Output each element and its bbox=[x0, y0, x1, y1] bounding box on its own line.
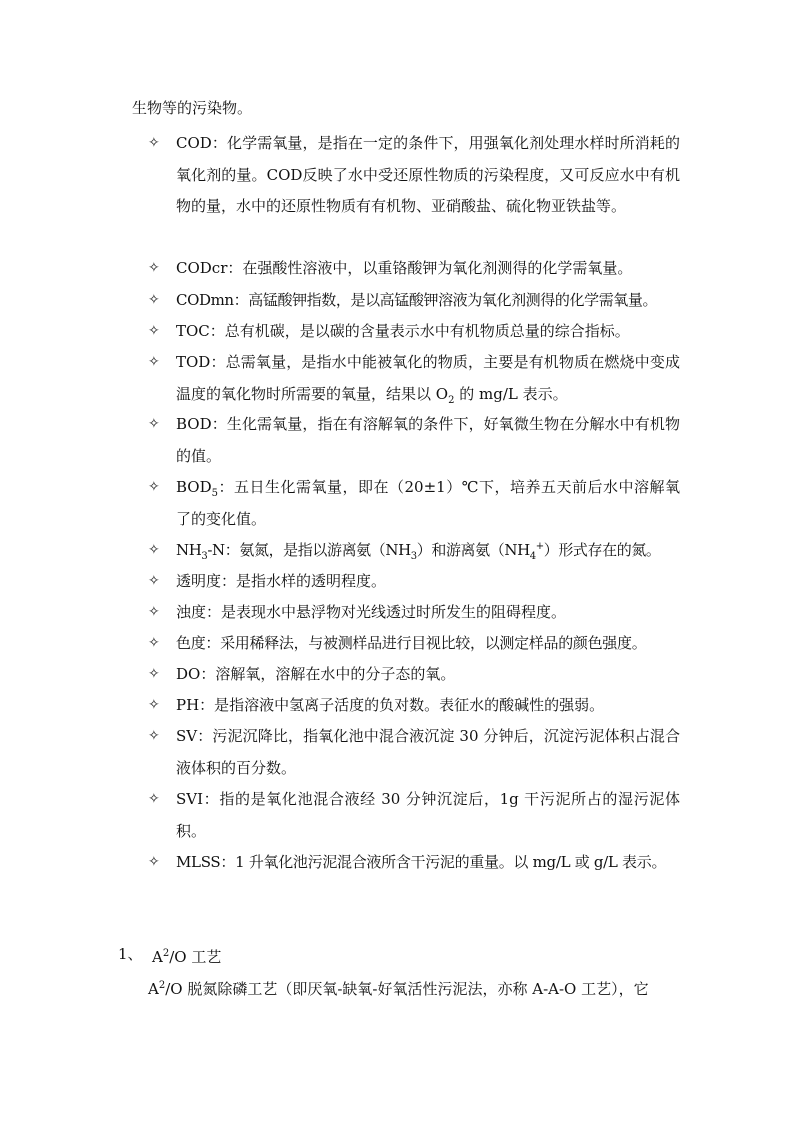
section-title: $A^2/O$ 工艺 bbox=[152, 948, 222, 966]
definition-text: MLSS：1 升氧化池污泥混合液所含干污泥的重量。以 mg/L 或 g/L 表示。 bbox=[176, 853, 667, 871]
definition-text: TOD：总需氧量，是指水中能被氧化的物质，主要是有机物质在燃烧中变成温度的氧化物时所需要的氧量，结果以 $O_2$ 的 mg/L 表示。 bbox=[176, 353, 680, 406]
definition-text: TOC：总有机碳，是以碳的含量表示水中有机物质总量的综合指标。 bbox=[176, 322, 630, 340]
list-item-nh3n bbox=[148, 535, 680, 567]
list-item-bod5 bbox=[148, 472, 680, 535]
list-item-transparency bbox=[148, 566, 680, 598]
list-item-do bbox=[148, 659, 680, 691]
bullet-icon: ✧ bbox=[148, 542, 160, 558]
definition-text: BOD：生化需氧量，指在有溶解氧的条件下，好氧微生物在分解水中有机物的值。 bbox=[176, 415, 680, 465]
list-item-svi bbox=[148, 784, 680, 847]
bullet-icon: ✧ bbox=[148, 728, 160, 744]
definition-text: COD：化学需氧量，是指在一定的条件下，用强氧化剂处理水样时所消耗的氧化剂的量。COD反映了水中受还原性物质的污染程度，又可反应水中有机物的量，水中的还原性物质有有机物、亚硝酸盐、硫化物亚铁盐等。 bbox=[176, 134, 680, 215]
intro-line: 生物等的污染物。 bbox=[132, 99, 253, 117]
list-item-turbidity bbox=[148, 597, 680, 629]
list-item-mlss bbox=[148, 847, 680, 879]
bullet-icon: ✧ bbox=[148, 323, 160, 339]
list-item-chroma bbox=[148, 628, 680, 660]
list-item-codcr bbox=[148, 253, 680, 285]
definition-text: $NH_3-N$：氨氮，是指以游离氨$(NH_3)$和游离氨$(NH_4^+)$形式存在的氮。 bbox=[176, 541, 661, 562]
list-item-toc bbox=[148, 316, 680, 348]
definition-text: CODmn：高锰酸钾指数，是以高锰酸钾溶液为氧化剂测得的化学需氧量。 bbox=[176, 291, 658, 309]
definition-text: 色度：采用稀释法，与被测样品进行目视比较，以测定样品的颜色强度。 bbox=[176, 634, 647, 652]
bullet-icon: ✧ bbox=[148, 479, 160, 495]
bullet-icon: ✧ bbox=[148, 854, 160, 870]
list-item-sv bbox=[148, 721, 680, 784]
section-number: 1、 bbox=[118, 945, 143, 963]
bullet-icon: ✧ bbox=[148, 791, 160, 807]
definition-text: PH：是指溶液中氢离子活度的负对数。表征水的酸碱性的强弱。 bbox=[176, 696, 605, 714]
bullet-icon: ✧ bbox=[148, 354, 160, 370]
list-item-tod bbox=[148, 347, 680, 410]
bullet-icon: ✧ bbox=[148, 666, 160, 682]
bullet-icon: ✧ bbox=[148, 635, 160, 651]
bullet-icon: ✧ bbox=[148, 573, 160, 589]
bullet-icon: ✧ bbox=[148, 697, 160, 713]
section-body-text: $A^2/O$ 脱氮除磷工艺（即厌氧-缺氧-好氧活性污泥法，亦称 A-A-O 工艺），它 bbox=[148, 980, 649, 998]
bullet-icon: ✧ bbox=[148, 604, 160, 620]
list-item-bod bbox=[148, 409, 680, 472]
bullet-icon: ✧ bbox=[148, 135, 160, 151]
definition-text: SV：污泥沉降比，指氧化池中混合液沉淀 30 分钟后，沉淀污泥体积占混合液体积的百分数。 bbox=[176, 727, 680, 777]
list-item-ph bbox=[148, 690, 680, 722]
definition-text: 浊度：是表现水中悬浮物对光线透过时所发生的阻碍程度。 bbox=[176, 603, 567, 621]
bullet-icon: ✧ bbox=[148, 260, 160, 276]
definition-text: 透明度：是指水样的透明程度。 bbox=[176, 572, 387, 590]
definition-text: CODcr：在强酸性溶液中，以重铬酸钾为氧化剂测得的化学需氧量。 bbox=[176, 259, 633, 277]
list-item-codmn bbox=[148, 285, 680, 317]
bullet-icon: ✧ bbox=[148, 416, 160, 432]
definition-text: SVI：指的是氧化池混合液经 30 分钟沉淀后，1g 干污泥所占的湿污泥体积。 bbox=[176, 790, 680, 840]
definition-text: $BOD_5$：五日生化需氧量，即在（20±1）℃下，培养五天前后水中溶解氧了的变化值。 bbox=[176, 478, 680, 528]
bullet-icon: ✧ bbox=[148, 292, 160, 308]
list-item-cod bbox=[148, 128, 680, 223]
definition-text: DO：溶解氧，溶解在水中的分子态的氧。 bbox=[176, 665, 456, 683]
